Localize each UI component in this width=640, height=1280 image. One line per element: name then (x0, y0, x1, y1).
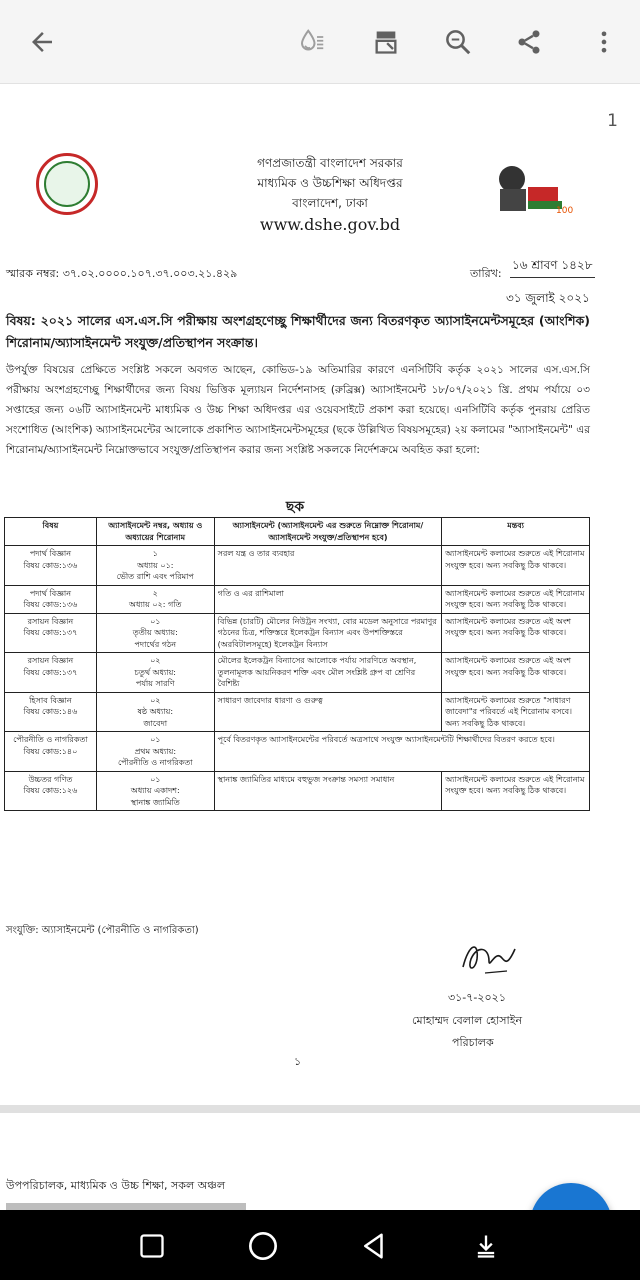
column-header: বিষয় (5, 518, 97, 546)
table-row (5, 771, 590, 811)
comment-cell: অ্যাসাইনমেন্ট কলামের শুরুতে "সাধারণ জাবেদা"র পরিবর্তে এই শিরোনাম বসবে। অন্য সবকিছু ঠিক থাকবে। (442, 692, 590, 732)
pull-down-icon (472, 1232, 500, 1260)
subject-name: হিসাব বিজ্ঞান (29, 695, 72, 705)
chapter-title: ভৌত রাশি এবং পরিমাপ (116, 572, 194, 581)
table-row (5, 653, 590, 693)
chapter-title: পৌরনীতি ও নাগরিকতা (117, 758, 193, 767)
assignment-cell: মৌলের ইলেকট্রন বিন্যাসের আলোকে পর্যায় সারণিতে অবস্থান, তুলনামূলক আয়নিকরণ শক্তি এবং মৌল সংশ্লিষ্ট গ্রুপ বা শ্রেণির বৈশিষ্ট্য (214, 653, 442, 693)
subject-code: বিষয় কোড:১৩৭ (23, 667, 78, 677)
subject-code: বিষয় কোড:১৩৭ (23, 628, 78, 637)
subject-code: বিষয় কোড:১৪০ (23, 746, 78, 756)
column-header: অ্যাসাইনমেন্ট (অ্যাসাইনমেন্ট এর শুরুতে নিম্নোক্ত শিরোনাম/অ্যাসাইনমেন্ট সংযুক্ত/প্রতিস্থাপন হবে) (214, 518, 442, 546)
assignment-number-cell (96, 771, 214, 811)
assignment-table (4, 517, 590, 811)
ink-drop-icon (297, 27, 327, 57)
assignment-number-cell (96, 546, 214, 586)
website: www.dshe.gov.bd (259, 215, 401, 234)
assignment-number-cell (96, 585, 214, 613)
comment-cell: অ্যাসাইনমেন্ট কলামের শুরুতে এই শিরোনাম সংযুক্ত হবে। অন্য সবকিছু ঠিক থাকবে। (442, 771, 590, 811)
triangle-back-icon (359, 1231, 389, 1261)
assignment-number: ০১ (150, 735, 161, 744)
back-button[interactable] (22, 22, 62, 62)
pdf-viewer[interactable] (0, 85, 640, 1210)
subject-name: উচ্চতর গণিত (28, 774, 73, 784)
page-number: ১ (294, 1055, 302, 1068)
subject-cell (5, 692, 97, 732)
recents-button[interactable] (132, 1226, 172, 1266)
comment-cell: অ্যাসাইনমেন্ট কলামের শুরুতে এই শিরোনাম সংযুক্ত হবে। অন্য সবকিছু ঠিক থাকবে। (442, 585, 590, 613)
share-button[interactable] (509, 22, 549, 62)
column-header: অ্যাসাইনমেন্ট নম্বর, অধ্যায় ও অধ্যায়ের শিরোনাম (96, 518, 214, 546)
assignment-number: ০২ (150, 695, 161, 705)
chapter: অধ্যায় একাদশ: (130, 786, 180, 795)
column-header: মন্তব্য (442, 518, 590, 546)
letterhead-line1: গণপ্রজাতন্ত্রী বাংলাদেশ সরকার (257, 156, 403, 170)
attachment-note: সংযুক্তি: অ্যাসাইনমেন্ট (পৌরনীতি ও নাগরিকতা) (6, 925, 199, 936)
dshe-logo (36, 153, 98, 215)
body-paragraph: উপর্যুক্ত বিষয়ের প্রেক্ষিতে সংশ্লিষ্ট সকলে অবগত আছেন, কোভিড-১৯ অতিমারির কারণে এনসিটিবি কর্তৃক ২০২১ সালের এস.এস.সি পরীক্ষায় অংশগ্রহণেচ্ছু শিক্ষার্থীদের জন্য বিষয় ভিত্তিক মূল্যায়ন নির্দেশনাসহ (রুব্রিক্স) অ্যাসাইনমেন্ট ১৮/০৭/২০২১ খ্রি. প্রথম পর্যায়ে ০৩ সপ্তাহের জন্য ০৬টি অ্যাসাইনমেন্ট মাধ্যমিক ও উচ্চ শিক্ষা অধিদপ্তর এর ওয়েবসাইটে প্রকাশ করা হয়েছে। এনসিটিবি কর্তৃক পুনরায় প্রেরিত সংশোধিত (আংশিক) অ্যাসাইনমেন্টের আলোকে প্রকাশিত অ্যাসাইনমেন্টসমূহের (ছকে উল্লিখিত বিষয়সমূহের) ২য় কলামের "অ্যাসাইনমেন্ট" এর শিরোনাম/অ্যাসাইনমেন্ট নিম্নোক্তভাবে সংযুক্ত/প্রতিস্থাপন করার জন্য সংশ্লিষ্ট সকলকে নির্দেশক্রমে অবহিত করা হলো: (6, 364, 590, 456)
assignment-number-cell (96, 613, 214, 653)
assignment-cell: সরল যন্ত্র ও তার ব্যবহার (214, 546, 442, 586)
table-row (5, 546, 590, 586)
subject-name: পদার্থ বিজ্ঞান (29, 588, 72, 598)
signature-date: ৩১-৭-২০২১ (448, 991, 506, 1004)
table-row (5, 613, 590, 653)
subject-text: ২০২১ সালের এস.এস.সি পরীক্ষায় অংশগ্রহণেচ্ছু শিক্ষার্থীদের জন্য বিতরণকৃত অ্যাসাইনমেন্টসমূহের (আংশিক) শিরোনাম/অ্যাসাইনমেন্ট সংযুক্ত/প্রতিস্থাপন সংক্রান্ত। (6, 313, 590, 350)
mujib-borsho-logo (490, 159, 574, 216)
assignment-number: ০২ (150, 656, 161, 665)
assignment-number: ০১ (150, 616, 161, 626)
subject-cell (5, 613, 97, 653)
notifications-button[interactable] (466, 1226, 506, 1266)
subject-name: রসায়ন বিজ্ঞান (27, 616, 74, 626)
subject-cell (5, 732, 97, 772)
chapter: চতুর্থ অধ্যায়: (134, 667, 177, 677)
assignment-number-cell (96, 653, 214, 693)
subject-code: বিষয় কোড:১৪৬ (23, 707, 78, 716)
comment-cell: অ্যাসাইনমেন্ট কলামের শুরুতে এই অংশ সংযুক্ত হবে। অন্য সবকিছু ঠিক থাকবে। (442, 653, 590, 693)
table-row (5, 732, 590, 772)
system-navigation-bar (0, 1210, 640, 1280)
subject-cell (5, 653, 97, 693)
document-icon (372, 28, 400, 56)
date-label: তারিখ: (470, 267, 502, 280)
table-header-row (5, 518, 590, 546)
comment-cell: অ্যাসাইনমেন্ট কলামের শুরুতে এই অংশ সংযুক্ত হবে। অন্য সবকিছু ঠিক থাকবে। (442, 613, 590, 653)
cut-off-text-line (6, 1203, 246, 1210)
chapter-title: জাবেদা (143, 718, 168, 728)
page-separator (0, 1105, 640, 1113)
subject-name: পদার্থ বিজ্ঞান (29, 549, 72, 558)
table-row (5, 585, 590, 613)
subject-code: বিষয় কোড:১৩৬ (23, 560, 78, 570)
date-bangla: ১৬ শ্রাবণ ১৪২৮ (510, 257, 595, 278)
subject (6, 310, 590, 354)
square-recents-icon (138, 1232, 166, 1260)
letterhead-line2: মাধ্যমিক ও উচ্চশিক্ষা অধিদপ্তর (257, 176, 403, 190)
assignment-cell: গতি ও এর রাশিমালা (214, 585, 442, 613)
more-options-button[interactable] (584, 22, 624, 62)
assignment-number: ১ (152, 549, 158, 558)
comment-cell: অ্যাসাইনমেন্ট কলামের শুরুতে এই শিরোনাম সংযুক্ত হবে। অন্য সবকিছু ঠিক থাকবে। (442, 546, 590, 586)
chapter: প্রথম অধ্যায়: (134, 746, 177, 756)
top-app-bar (0, 0, 640, 84)
table-row (5, 692, 590, 732)
subject-name: পৌরনীতি ও নাগরিকতা (13, 735, 88, 744)
document-button[interactable] (366, 22, 406, 62)
chapter: ষষ্ঠ অধ্যায়: (137, 707, 174, 716)
assignment-number: ০১ (150, 774, 161, 784)
assignment-number: ২ (152, 588, 158, 598)
subject-cell (5, 585, 97, 613)
circle-home-icon (247, 1230, 279, 1262)
subject-code: বিষয় কোড:১২৬ (23, 786, 78, 795)
signature (455, 937, 525, 979)
subject-name: রসায়ন বিজ্ঞান (27, 656, 74, 665)
subject-code: বিষয় কোড:১৩৬ (23, 600, 78, 609)
subject-label: বিষয়: (6, 313, 36, 328)
chapter-title: পদার্থের গঠন (134, 639, 177, 649)
chapter-title: পর্যায় সারণি (135, 679, 175, 688)
svg-text:100: 100 (556, 206, 574, 216)
share-icon (515, 28, 543, 56)
memo-number: স্মারক নম্বর: ৩৭.০২.০০০০.১০৭.৩৭.০০৩.২১.৪২৯ (6, 267, 238, 280)
search-button[interactable] (438, 22, 478, 62)
back-nav-button[interactable] (354, 1226, 394, 1266)
subject-cell (5, 771, 97, 811)
assignment-cell: সাধারণ জাবেদার ধারণা ও গুরুত্ব (214, 692, 442, 732)
search-icon (443, 27, 473, 57)
recipient-line: উপপরিচালক, মাধ্যমিক ও উচ্চ শিক্ষা, সকল অঞ্চল (6, 1179, 226, 1192)
signatory-name: মোহাম্মদ বেলাল হোসাইন (412, 1014, 523, 1027)
arrow-left-icon (27, 27, 57, 57)
chapter: তৃতীয় অধ্যায়: (132, 628, 178, 637)
assignment-cell: বিভিন্ন (চারটি) মৌলের নিউট্রন সংখ্যা, বোর মডেল অনুসারে পরমাণুর গঠনের চিত্র, শক্তিস্তরে ইলেকট্রন বিন্যাস এবং উপশক্তিস্তরে (অরবিটালসমূহে) ইলেকট্রন বিন্যাস (214, 613, 442, 653)
assignment-cell: স্থানাঙ্ক জ্যামিতির মাধ্যমে বহুভুজ সংক্রান্ত সমস্যা সমাধান (214, 771, 442, 811)
assignment-number-cell (96, 732, 214, 772)
assignment-cell: পূর্বে বিতরণকৃত অ্যাসাইনমেন্টের পরিবর্তে অত্রসাথে সংযুক্ত অ্যাসাইনমেন্টটি শিক্ষার্থীদের বিতরণ করতে হবে। (214, 732, 589, 772)
chapter: অধ্যায় ০২: গতি (129, 600, 182, 609)
more-vert-icon (590, 28, 618, 56)
date-english: ৩১ জুলাই ২০২১ (506, 291, 590, 305)
assignment-number-cell (96, 692, 214, 732)
table-title: ছক (285, 499, 305, 515)
letterhead (180, 153, 480, 235)
signatory-title: পরিচালক (452, 1036, 494, 1049)
ink-button[interactable] (292, 22, 332, 62)
page-indicator: 1 (607, 111, 618, 131)
subject-cell (5, 546, 97, 586)
home-button[interactable] (243, 1226, 283, 1266)
chapter: অধ্যায় ০১: (137, 560, 174, 570)
letterhead-line3: বাংলাদেশ, ঢাকা (292, 196, 368, 210)
chapter-title: স্থানাঙ্ক জ্যামিতি (130, 797, 180, 807)
